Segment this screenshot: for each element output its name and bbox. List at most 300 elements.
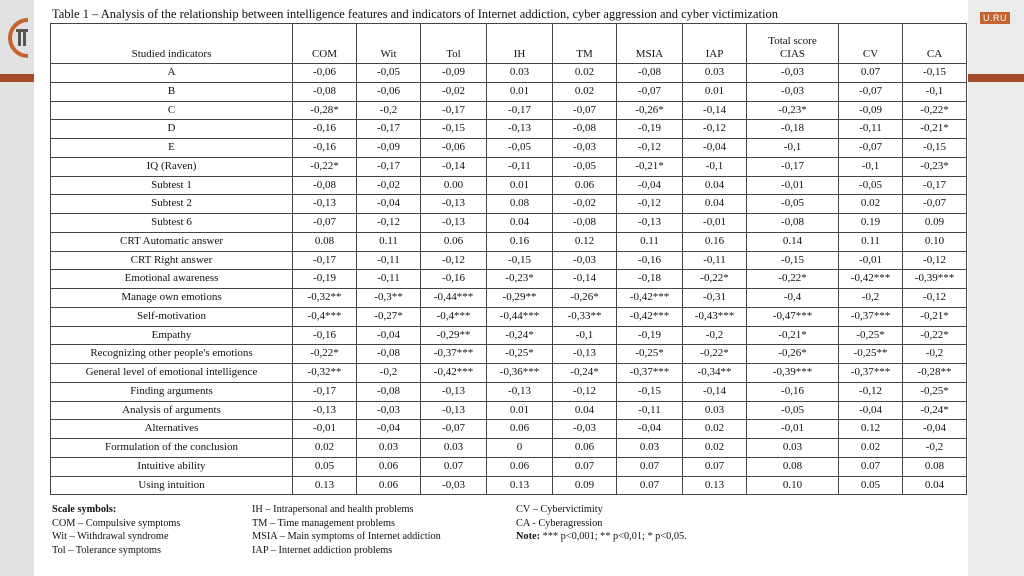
legend-heading: Scale symbols: xyxy=(52,504,117,515)
table-cell: -0,03 xyxy=(553,139,617,158)
table-cell: -0,34** xyxy=(683,364,747,383)
table-cell: -0,28** xyxy=(903,364,967,383)
table-cell: 0.04 xyxy=(683,176,747,195)
table-cell: -0,08 xyxy=(553,214,617,233)
table-cell: -0,07 xyxy=(553,101,617,120)
indicator-label: A xyxy=(51,64,293,83)
table-cell: 0.03 xyxy=(747,439,839,458)
table-cell: 0.06 xyxy=(357,476,421,495)
table-cell: -0,27* xyxy=(357,307,421,326)
table-cell: 0.13 xyxy=(683,476,747,495)
table-cell: 0.02 xyxy=(553,82,617,101)
table-cell: -0,12 xyxy=(903,251,967,270)
table-cell: -0,47*** xyxy=(747,307,839,326)
table-cell: 0.03 xyxy=(683,401,747,420)
table-cell: -0,14 xyxy=(553,270,617,289)
table-cell: 0.08 xyxy=(903,457,967,476)
table-cell: -0,24* xyxy=(553,364,617,383)
table-cell: -0,25* xyxy=(487,345,553,364)
note-text: *** p<0,001; ** p<0,01; * p<0,05. xyxy=(540,531,687,542)
table-cell: 0.05 xyxy=(839,476,903,495)
table-cell: -0,12 xyxy=(421,251,487,270)
table-cell: -0,15 xyxy=(747,251,839,270)
table-cell: -0,26* xyxy=(747,345,839,364)
table-cell: -0,05 xyxy=(487,139,553,158)
table-cell: -0,25* xyxy=(617,345,683,364)
table-cell: -0,15 xyxy=(903,64,967,83)
table-row xyxy=(51,64,967,83)
table-row xyxy=(51,195,967,214)
table-cell: -0,04 xyxy=(617,420,683,439)
table-cell: 0.02 xyxy=(839,195,903,214)
table-cell: -0,1 xyxy=(839,157,903,176)
table-cell: -0,4*** xyxy=(421,307,487,326)
table-cell: 0.07 xyxy=(683,457,747,476)
table-cell: -0,24* xyxy=(487,326,553,345)
table-cell: 0.02 xyxy=(293,439,357,458)
table-cell: -0,13 xyxy=(421,401,487,420)
indicator-label: Subtest 6 xyxy=(51,214,293,233)
table-row xyxy=(51,120,967,139)
left-margin-panel xyxy=(0,0,34,576)
header-cias: Total score CIAS xyxy=(747,24,839,64)
table-cell: -0,18 xyxy=(617,270,683,289)
table-row xyxy=(51,326,967,345)
table-cell: -0,05 xyxy=(357,64,421,83)
table-cell: -0,1 xyxy=(747,139,839,158)
table-cell: -0,16 xyxy=(617,251,683,270)
table-row xyxy=(51,251,967,270)
table-cell: 0.03 xyxy=(357,439,421,458)
table-cell: 0.07 xyxy=(839,457,903,476)
table-cell: -0,23* xyxy=(747,101,839,120)
table-cell: -0,2 xyxy=(839,289,903,308)
table-cell: -0,07 xyxy=(839,139,903,158)
table-cell: -0,2 xyxy=(357,101,421,120)
table-cell: -0,07 xyxy=(293,214,357,233)
table-cell: -0,09 xyxy=(421,64,487,83)
indicator-label: Subtest 2 xyxy=(51,195,293,214)
indicator-label: CRT Automatic answer xyxy=(51,232,293,251)
table-cell: -0,13 xyxy=(421,195,487,214)
table-cell: 0.19 xyxy=(839,214,903,233)
table-cell: -0,26* xyxy=(553,289,617,308)
table-cell: -0,37*** xyxy=(839,364,903,383)
indicator-label: Formulation of the conclusion xyxy=(51,439,293,458)
table-cell: -0,15 xyxy=(617,382,683,401)
table-cell: -0,16 xyxy=(293,139,357,158)
table-cell: 0.01 xyxy=(683,82,747,101)
table-row xyxy=(51,232,967,251)
table-cell: -0,13 xyxy=(487,382,553,401)
table-cell: 0.00 xyxy=(421,176,487,195)
table-cell: 0.06 xyxy=(487,457,553,476)
table-row xyxy=(51,176,967,195)
table-cell: 0.01 xyxy=(487,176,553,195)
table-cell: 0.08 xyxy=(747,457,839,476)
table-cell: -0,13 xyxy=(293,401,357,420)
table-cell: -0,11 xyxy=(357,251,421,270)
table-cell: -0,21* xyxy=(903,120,967,139)
table-cell: -0,03 xyxy=(747,64,839,83)
table-row xyxy=(51,270,967,289)
table-row xyxy=(51,439,967,458)
table-cell: 0.11 xyxy=(839,232,903,251)
table-cell: -0,17 xyxy=(357,120,421,139)
table-row xyxy=(51,457,967,476)
table-cell: -0,05 xyxy=(839,176,903,195)
legend-item: IAP – Internet addiction problems xyxy=(252,544,393,556)
university-logo-icon xyxy=(6,18,34,58)
table-cell: -0,37*** xyxy=(617,364,683,383)
indicator-label: Using intuition xyxy=(51,476,293,495)
table-cell: -0,3** xyxy=(357,289,421,308)
table-cell: -0,08 xyxy=(293,176,357,195)
table-cell: -0,04 xyxy=(683,139,747,158)
indicator-label: CRT Right answer xyxy=(51,251,293,270)
table-cell: 0.08 xyxy=(293,232,357,251)
table-cell: -0,22* xyxy=(293,157,357,176)
table-cell: -0,31 xyxy=(683,289,747,308)
header-cv: CV xyxy=(839,24,903,64)
table-cell: -0,02 xyxy=(553,195,617,214)
table-cell: -0,16 xyxy=(293,120,357,139)
table-row xyxy=(51,289,967,308)
table-row xyxy=(51,345,967,364)
table-cell: -0,21* xyxy=(617,157,683,176)
table-cell: -0,4 xyxy=(747,289,839,308)
table-cell: -0,17 xyxy=(421,101,487,120)
table-cell: -0,05 xyxy=(553,157,617,176)
table-cell: -0,14 xyxy=(683,382,747,401)
table-cell: -0,37*** xyxy=(839,307,903,326)
table-cell: -0,19 xyxy=(293,270,357,289)
table-cell: 0.03 xyxy=(617,439,683,458)
header-wit: Wit xyxy=(357,24,421,64)
table-cell: -0,12 xyxy=(903,289,967,308)
table-row xyxy=(51,420,967,439)
table-cell: -0,01 xyxy=(839,251,903,270)
table-cell: -0,09 xyxy=(357,139,421,158)
table-cell: -0,42*** xyxy=(421,364,487,383)
table-cell: 0.13 xyxy=(487,476,553,495)
legend-item: CA - Cyberagression xyxy=(516,517,603,529)
table-row xyxy=(51,157,967,176)
table-cell: -0,22* xyxy=(683,345,747,364)
table-cell: 0.04 xyxy=(903,476,967,495)
header-ca: CA xyxy=(903,24,967,64)
header-ih: IH xyxy=(487,24,553,64)
table-cell: 0.09 xyxy=(903,214,967,233)
table-cell: -0,08 xyxy=(553,120,617,139)
header-indicators: Studied indicators xyxy=(51,24,293,64)
table-cell: 0.14 xyxy=(747,232,839,251)
table-cell: -0,01 xyxy=(293,420,357,439)
table-cell: -0,13 xyxy=(553,345,617,364)
table-cell: 0.10 xyxy=(903,232,967,251)
legend-column-3 xyxy=(516,503,687,544)
table-cell: -0,2 xyxy=(903,345,967,364)
indicator-label: Alternatives xyxy=(51,420,293,439)
table-row xyxy=(51,382,967,401)
table-cell: -0,42*** xyxy=(617,289,683,308)
legend-item: Tol – Tolerance symptoms xyxy=(52,544,162,556)
legend-column-1 xyxy=(52,503,180,557)
table-row xyxy=(51,214,967,233)
table-cell: -0,28* xyxy=(293,101,357,120)
table-cell: -0,39*** xyxy=(903,270,967,289)
table-cell: 0.07 xyxy=(617,457,683,476)
table-cell: -0,1 xyxy=(683,157,747,176)
table-cell: -0,21* xyxy=(747,326,839,345)
table-cell: 0.06 xyxy=(357,457,421,476)
table-cell: -0,29** xyxy=(421,326,487,345)
indicator-label: Recognizing other people's emotions xyxy=(51,345,293,364)
table-cell: -0,15 xyxy=(487,251,553,270)
table-cell: -0,06 xyxy=(293,64,357,83)
table-cell: -0,17 xyxy=(357,157,421,176)
table-cell: 0.11 xyxy=(357,232,421,251)
table-row xyxy=(51,401,967,420)
table-cell: -0,26* xyxy=(617,101,683,120)
table-cell: -0,11 xyxy=(487,157,553,176)
table-cell: -0,07 xyxy=(421,420,487,439)
header-iap: IAP xyxy=(683,24,747,64)
table-cell: -0,16 xyxy=(747,382,839,401)
table-cell: -0,13 xyxy=(617,214,683,233)
table-cell: -0,07 xyxy=(617,82,683,101)
table-cell: -0,23* xyxy=(487,270,553,289)
table-cell: -0,03 xyxy=(553,251,617,270)
legend-item: TM – Time management problems xyxy=(252,517,395,529)
legend-item: COM – Compulsive symptoms xyxy=(52,517,181,529)
table-cell: 0.06 xyxy=(421,232,487,251)
indicator-label: General level of emotional intelligence xyxy=(51,364,293,383)
table-cell: -0,01 xyxy=(747,176,839,195)
table-cell: 0.02 xyxy=(683,420,747,439)
table-cell: -0,04 xyxy=(357,195,421,214)
table-cell: 0.16 xyxy=(487,232,553,251)
table-cell: -0,08 xyxy=(357,382,421,401)
table-row xyxy=(51,307,967,326)
table-cell: -0,11 xyxy=(617,401,683,420)
indicator-label: C xyxy=(51,101,293,120)
table-cell: 0.10 xyxy=(747,476,839,495)
table-cell: -0,11 xyxy=(839,120,903,139)
legend-column-2 xyxy=(252,503,441,557)
table-cell: 0.08 xyxy=(487,195,553,214)
indicator-label: Analysis of arguments xyxy=(51,401,293,420)
table-cell: -0,22* xyxy=(903,326,967,345)
table-cell: -0,09 xyxy=(839,101,903,120)
table-cell: -0,22* xyxy=(903,101,967,120)
table-title: Table 1 – Analysis of the relationship between intelligence features and indicators of Internet addiction, cyber aggression and cyber victimization xyxy=(52,7,778,21)
table-cell: 0.09 xyxy=(553,476,617,495)
right-margin-panel xyxy=(968,0,1024,576)
table-cell: -0,2 xyxy=(357,364,421,383)
table-cell: 0.03 xyxy=(683,64,747,83)
table-cell: -0,08 xyxy=(747,214,839,233)
table-cell: 0.02 xyxy=(553,64,617,83)
table-cell: -0,03 xyxy=(421,476,487,495)
table-cell: 0.06 xyxy=(487,420,553,439)
table-cell: -0,37*** xyxy=(421,345,487,364)
table-cell: -0,01 xyxy=(683,214,747,233)
table-cell: 0.07 xyxy=(553,457,617,476)
indicator-label: Intuitive ability xyxy=(51,457,293,476)
table-cell: -0,08 xyxy=(617,64,683,83)
legend-item: CV – Cybervictimity xyxy=(516,504,603,515)
table-cell: 0 xyxy=(487,439,553,458)
table-cell: 0.13 xyxy=(293,476,357,495)
table-row xyxy=(51,101,967,120)
legend-item: MSIA – Main symptoms of Internet addiction xyxy=(252,531,441,542)
table-cell: 0.04 xyxy=(553,401,617,420)
table-cell: -0,15 xyxy=(421,120,487,139)
table-cell: -0,04 xyxy=(357,420,421,439)
table-cell: -0,07 xyxy=(903,195,967,214)
header-tm: TM xyxy=(553,24,617,64)
table-cell: -0,17 xyxy=(747,157,839,176)
indicator-label: IQ (Raven) xyxy=(51,157,293,176)
site-url-badge: U.RU xyxy=(980,12,1010,24)
indicator-label: E xyxy=(51,139,293,158)
significance-note xyxy=(516,530,687,544)
table-cell: -0,17 xyxy=(293,382,357,401)
table-cell: -0,07 xyxy=(839,82,903,101)
indicator-label: B xyxy=(51,82,293,101)
table-cell: -0,19 xyxy=(617,120,683,139)
table-cell: 0.12 xyxy=(553,232,617,251)
table-cell: -0,12 xyxy=(617,139,683,158)
table-cell: -0,19 xyxy=(617,326,683,345)
table-cell: -0,12 xyxy=(617,195,683,214)
table-cell: 0.07 xyxy=(617,476,683,495)
table-cell: 0.03 xyxy=(487,64,553,83)
table-row xyxy=(51,139,967,158)
indicator-label: Subtest 1 xyxy=(51,176,293,195)
note-label: Note: xyxy=(516,531,541,542)
table-cell: -0,33** xyxy=(553,307,617,326)
table-cell: -0,16 xyxy=(293,326,357,345)
table-cell: -0,16 xyxy=(421,270,487,289)
table-row xyxy=(51,82,967,101)
table-cell: -0,04 xyxy=(839,401,903,420)
table-cell: -0,2 xyxy=(683,326,747,345)
table-cell: -0,03 xyxy=(747,82,839,101)
header-com: COM xyxy=(293,24,357,64)
table-cell: -0,13 xyxy=(487,120,553,139)
table-cell: -0,42*** xyxy=(839,270,903,289)
table-cell: 0.04 xyxy=(683,195,747,214)
indicator-label: Empathy xyxy=(51,326,293,345)
table-cell: -0,25* xyxy=(903,382,967,401)
indicator-label: Finding arguments xyxy=(51,382,293,401)
table-cell: 0.05 xyxy=(293,457,357,476)
table-cell: 0.01 xyxy=(487,82,553,101)
accent-bar-left xyxy=(0,74,34,82)
table-cell: -0,17 xyxy=(293,251,357,270)
table-cell: -0,21* xyxy=(903,307,967,326)
table-cell: -0,12 xyxy=(553,382,617,401)
table-cell: -0,15 xyxy=(903,139,967,158)
table-cell: -0,44*** xyxy=(487,307,553,326)
table-cell: 0.16 xyxy=(683,232,747,251)
table-cell: -0,24* xyxy=(903,401,967,420)
table-cell: 0.12 xyxy=(839,420,903,439)
legend-item: Wit – Withdrawal syndrome xyxy=(52,531,169,542)
table-cell: -0,12 xyxy=(357,214,421,233)
slide-content xyxy=(34,0,968,576)
accent-bar-right xyxy=(968,74,1024,82)
table-cell: -0,13 xyxy=(421,382,487,401)
table-cell: -0,08 xyxy=(357,345,421,364)
indicator-label: Self-motivation xyxy=(51,307,293,326)
legend-item: IH – Intrapersonal and health problems xyxy=(252,504,414,515)
table-cell: -0,1 xyxy=(553,326,617,345)
correlation-table xyxy=(50,23,967,495)
table-cell: -0,17 xyxy=(903,176,967,195)
table-cell: -0,03 xyxy=(357,401,421,420)
table-cell: -0,11 xyxy=(683,251,747,270)
table-cell: -0,06 xyxy=(357,82,421,101)
table-body xyxy=(51,64,967,495)
table-cell: -0,04 xyxy=(357,326,421,345)
table-row xyxy=(51,364,967,383)
table-cell: -0,05 xyxy=(747,195,839,214)
table-cell: -0,22* xyxy=(683,270,747,289)
table-cell: 0.07 xyxy=(421,457,487,476)
table-cell: -0,04 xyxy=(617,176,683,195)
header-row xyxy=(51,24,967,64)
table-cell: -0,17 xyxy=(487,101,553,120)
header-tol: Tol xyxy=(421,24,487,64)
table-cell: 0.11 xyxy=(617,232,683,251)
table-cell: 0.02 xyxy=(839,439,903,458)
table-cell: 0.06 xyxy=(553,176,617,195)
table-cell: -0,29** xyxy=(487,289,553,308)
table-cell: -0,12 xyxy=(839,382,903,401)
table-cell: -0,01 xyxy=(747,420,839,439)
table-cell: -0,13 xyxy=(421,214,487,233)
table-cell: 0.07 xyxy=(839,64,903,83)
table-cell: -0,02 xyxy=(421,82,487,101)
table-cell: -0,02 xyxy=(357,176,421,195)
table-cell: -0,4*** xyxy=(293,307,357,326)
table-cell: -0,11 xyxy=(357,270,421,289)
header-msia: MSIA xyxy=(617,24,683,64)
table-cell: 0.06 xyxy=(553,439,617,458)
indicator-label: Emotional awareness xyxy=(51,270,293,289)
table-cell: -0,13 xyxy=(293,195,357,214)
table-cell: -0,22* xyxy=(747,270,839,289)
table-cell: 0.02 xyxy=(683,439,747,458)
table-cell: -0,43*** xyxy=(683,307,747,326)
table-row xyxy=(51,476,967,495)
table-cell: -0,42*** xyxy=(617,307,683,326)
table-cell: -0,22* xyxy=(293,345,357,364)
indicator-label: D xyxy=(51,120,293,139)
table-cell: 0.01 xyxy=(487,401,553,420)
table-cell: -0,06 xyxy=(421,139,487,158)
indicator-label: Manage own emotions xyxy=(51,289,293,308)
table-cell: -0,2 xyxy=(903,439,967,458)
table-cell: -0,04 xyxy=(903,420,967,439)
table-cell: -0,36*** xyxy=(487,364,553,383)
table-cell: -0,1 xyxy=(903,82,967,101)
table-cell: -0,25* xyxy=(839,326,903,345)
table-cell: -0,08 xyxy=(293,82,357,101)
